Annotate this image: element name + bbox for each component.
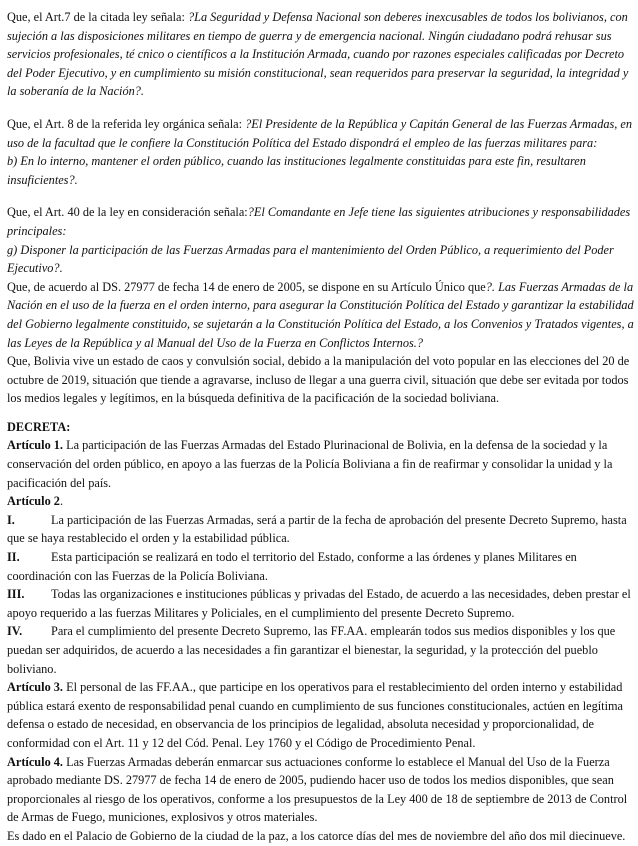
item-number: III. xyxy=(7,587,25,602)
article-text: Las Fuerzas Armadas deberán enmarcar sus actuaciones conforme lo establece el Manual del Uso de la Fuerza aprobado mediante DS. 27977 de fecha 14 de enero de 2005, pudiendo hacer uso de todos los medios disponibles, que sean proporcionales al riesgo de los operativos, conforme a los presupuestos de la Ley 400 de 18 de septiembre de 2013 de Control de Armas de Fuego, municiones, explosivos y otros materiales. xyxy=(7,754,628,825)
article-text: El personal de las FF.AA., que participe en los operativos para el restablecimiento del orden interno y estabilidad pública estará exento de responsabilidad penal cuando en cumplimiento de sus funciones constitucionales, actúen en legítima defensa o estado de necesidad, en observancia de los principios de legalidad, absoluta necesidad y proporcionalidad, de conformidad con el Art. 11 y 12 del Cód. Penal. Ley 1760 y el Código de Procedimiento Penal. xyxy=(7,680,624,750)
article-1 xyxy=(7,436,637,492)
item-text: La participación de las Fuerzas Armadas, será a partir de la fecha de aprobación del presente Decreto Supremo, hasta que se haya restablecido el orden y la estabilidad pública. xyxy=(7,512,627,546)
paragraph-art8 xyxy=(7,115,637,152)
item-text: Esta participación se realizará en todo el territorio del Estado, conforme a las órdenes y planes Militares en coordinación con las Fuerzas de la Policía Boliviana. xyxy=(7,550,577,583)
paragraph-art40 xyxy=(7,203,637,240)
quoted-item: g) Disponer la participación de las Fuerzas Armadas para el mantenimiento del Orden Público, a requerimiento del Poder Ejecutivo?. xyxy=(7,242,614,276)
article-3 xyxy=(7,678,637,752)
quoted-text: ?. Las Fuerzas Armadas de la Nación en el uso de la fuerza en el orden interno, para asegurar la Constitución Política del Estado y garantizar la estabilidad del Gobierno legalmente constituido, se sujetarán a la Constitución Política del Estado, a los Convenios y Tratados vigentes, a las Leyes de la República y al Manual del Uso de la Fuerza en Conflictos Internos.? xyxy=(7,279,634,350)
quoted-text: ?El Presidente de la República y Capitán General de las Fuerzas Armadas, en uso de la facultad que le confiere la Constitución Política del Estado dispondrá el empleo de las fuerzas militares para: xyxy=(7,116,633,150)
article-2-item-i xyxy=(7,511,637,548)
article-2 xyxy=(7,492,637,511)
decreta-heading: DECRETA: xyxy=(7,419,71,434)
article-2-item-ii xyxy=(7,548,637,585)
paragraph-ds27977 xyxy=(7,278,637,352)
paragraph-lead: Que, el Art.7 de la citada ley señala: xyxy=(7,10,188,24)
closing-statement: Es dado en el Palacio de Gobierno de la ciudad de la paz, a los catorce días del mes de noviembre del año dos mil diecinueve. xyxy=(7,828,626,843)
item-number: I. xyxy=(7,512,15,527)
article-text: La participación de las Fuerzas Armadas del Estado Plurinacional de Bolivia, en la defensa de la sociedad y la conservación del orden público, en apoyo a las fuerzas de la Policía Boliviana a fin de reafirmar y consolidar la unidad y la pacificación del país. xyxy=(7,438,613,490)
document-page xyxy=(7,8,637,846)
paragraph-context: Que, Bolivia vive un estado de caos y convulsión social, debido a la manipulación del voto popular en las elecciones del 20 de octubre de 2019, situación que tiende a agravarse, incluso de llegar a una guerra civil, situación que debe ser evitada por todos los medios legales y legítimos, en la búsqueda definitiva de la pacificación de la sociedad boliviana. xyxy=(7,354,630,406)
item-text: Para el cumplimiento del presente Decreto Supremo, las FF.AA. emplearán todos sus medios disponibles y los que puedan ser adquiridos, de acuerdo a las necesidades a fin garantizar el bienestar, la seguridad, y la protección del pueblo boliviano. xyxy=(7,624,616,676)
article-2-item-iii xyxy=(7,585,637,622)
article-label: Artículo 4. xyxy=(7,754,64,769)
article-dot: . xyxy=(59,494,64,509)
paragraph-lead: Que, de acuerdo al DS. 27977 de fecha 14 de enero de 2005, se dispone en su Artículo Único que xyxy=(7,279,486,294)
quoted-item: b) En lo interno, mantener el orden público, cuando las instituciones legalmente constituidas para este fin, resultaren insuficientes?. xyxy=(7,154,586,187)
paragraph-lead: Que, el Art. 8 de la referida ley orgánica señala: xyxy=(7,116,246,131)
article-4 xyxy=(7,753,637,827)
quoted-text: ?La Seguridad y Defensa Nacional son deberes inexcusables de todos los bolivianos, con sujeción a las disposiciones militares en tiempo de guerra y de emergencia nacional. Ningún ciudadano podrá rehusar sus servicios profesionales, té cnico o científicos a la Institución Armada, cuando por razones especiales calificadas por Decreto del Poder Ejecutivo, y en cumplimiento su misión constitucional, sean requeridos para preservar la seguridad, la integridad y la soberanía de la Nación?. xyxy=(7,10,629,99)
paragraph-lead: Que, el Art. 40 de la ley en consideración señala: xyxy=(7,205,248,220)
article-label: Artículo 2 xyxy=(7,494,60,509)
item-number: II. xyxy=(7,550,20,565)
quoted-text: ?El Comandante en Jefe tiene las siguientes atribuciones y responsabilidades principales: xyxy=(7,205,631,238)
article-label: Artículo 1. xyxy=(7,438,64,453)
article-label: Artículo 3. xyxy=(7,680,64,695)
article-2-item-iv xyxy=(7,622,637,678)
paragraph-art7 xyxy=(7,8,637,101)
item-text: Todas las organizaciones e instituciones públicas y privadas del Estado, de acuerdo a las necesidades, deben prestar el apoyo requerido a las fuerzas Militares y Policiales, en el cumplimiento del presente Decreto Supremo. xyxy=(7,587,631,620)
item-number: IV. xyxy=(7,624,23,639)
